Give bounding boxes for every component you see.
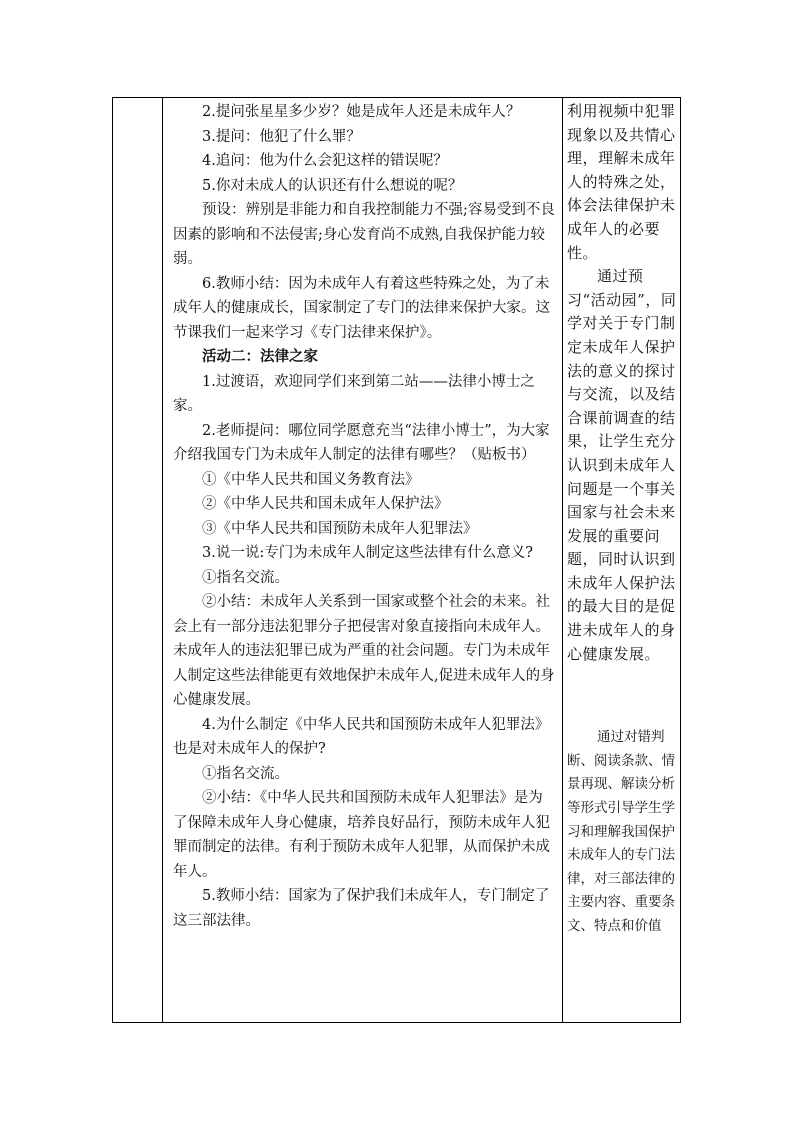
design-intent-block-1: 利用视频中犯罪现象以及共情心理，理解未成年人的特殊之处，体会法律保护未成年人的必要性。 [567, 102, 676, 262]
process-paragraph: 4.为什么制定《中华人民共和国预防未成年人犯罪法》也是对未成年人的保护? [173, 716, 550, 757]
teaching-process-cell [163, 98, 563, 1023]
design-intent-block-3: 通过对错判断、阅读条款、情景再现、解读分析等形式引导学生学习和理解我国保护未成年人的专门法律，对三部法律的主要内容、重要条文、特点和价值 [567, 729, 675, 934]
design-intent-block-2: 通过预习“活动园”，同学对关于专门制定未成年人保护法的意义的探讨与交流，以及结合课前调查的结果，让学生充分认识到未成年人问题是一个事关国家与社会未来发展的重要问题，同时认识到未成年人保护法的最大目的是促进未成年人的身心健康发展。 [567, 267, 677, 663]
lesson-plan-table [112, 97, 681, 1023]
stage-cell [113, 98, 163, 1023]
teaching-process-text [163, 98, 562, 933]
design-intent-text [563, 98, 680, 939]
process-paragraph: 5.你对未成人的认识还有什么想说的呢？ [202, 177, 463, 194]
process-paragraph: ②小结：未成年人关系到一国家或整个社会的未来。社会上有一部分违法犯罪分子把侵害对象直接指向未成年人。未成年人的违法犯罪已成为严重的社会问题。专门为未成年人制定这些法律能更有效地保护未成年人,促进未成年人的身心健康发展。 [173, 594, 555, 708]
process-paragraph: ①指名交流。 [202, 765, 289, 782]
process-paragraph: ②《中华人民共和国未成年人保护法》 [202, 496, 449, 512]
process-paragraph: 4.追问：他为什么会犯这样的错误呢？ [202, 153, 448, 169]
design-intent-cell [563, 98, 681, 1023]
process-paragraph: 预设：辨别是非能力和自我控制能力不强;容易受到不良因素的影响和不法侵害;身心发育尚不成熟,自我保护能力较弱。 [173, 202, 555, 267]
process-paragraph: ①指名交流。 [202, 569, 289, 586]
section-heading: 活动二：法律之家 [202, 348, 318, 365]
process-paragraph: 2.老师提问：哪位同学愿意充当“法律小博士”，为大家介绍我国专门为未成年人制定的法律有哪些？（贴板书） [173, 422, 550, 463]
process-paragraph: 6.教师小结：因为未成年人有着这些特殊之处，为了未成年人的健康成长，国家制定了专门的法律来保护大家。这节课我们一起来学习《专门法律来保护》。 [173, 275, 550, 341]
process-paragraph: 2.提问张星星多少岁？她是成年人还是未成年人？ [202, 104, 521, 120]
process-paragraph: ①《中华人民共和国义务教育法》 [202, 471, 420, 488]
process-paragraph: ③《中华人民共和国预防未成年人犯罪法》 [202, 520, 478, 537]
process-paragraph: 3.说一说:专门为未成年人制定这些法律有什么意义? [202, 545, 533, 561]
process-paragraph: 1.过渡语，欢迎同学们来到第二站——法律小博士之家。 [173, 373, 535, 414]
process-paragraph: 5.教师小结：国家为了保护我们未成年人，专门制定了这三部法律。 [173, 888, 550, 929]
process-paragraph: 3.提问：他犯了什么罪？ [202, 128, 361, 145]
process-paragraph: ②小结：《中华人民共和国预防未成年人犯罪法》是为了保障未成年人身心健康，培养良好品行，预防未成年人犯罪而制定的法律。有利于预防未成年人犯罪，从而保护未成年人。 [173, 790, 550, 880]
